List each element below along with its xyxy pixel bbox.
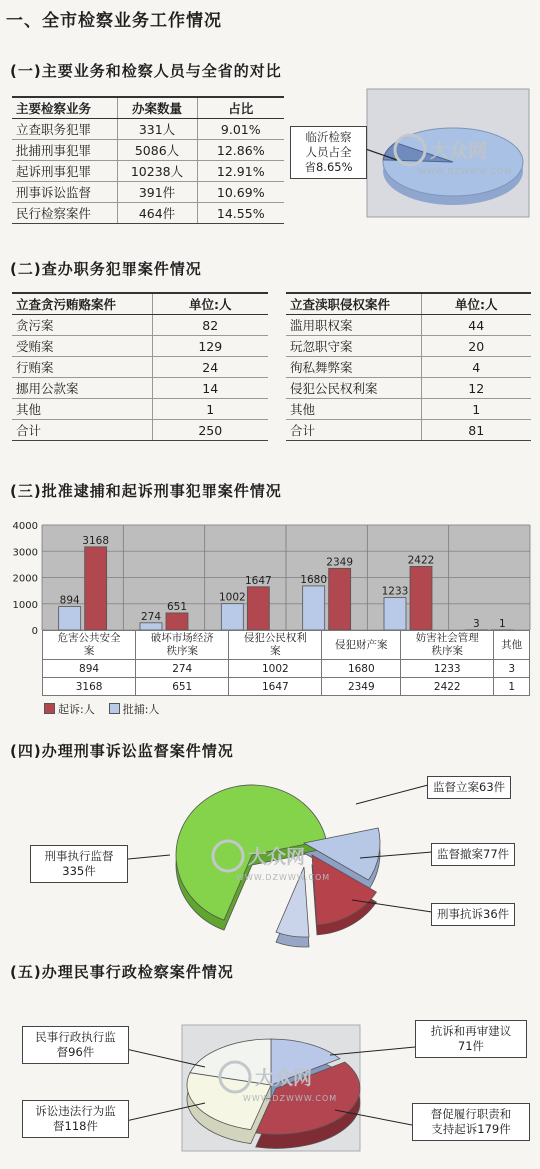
data-label: 1233 bbox=[381, 585, 409, 598]
embezzlement-table bbox=[12, 292, 268, 441]
category-label bbox=[136, 631, 229, 660]
table-cell: 250 bbox=[152, 420, 268, 441]
table-header-row bbox=[286, 293, 531, 315]
data-label: 1680 bbox=[300, 573, 328, 586]
category-label-line: 案 bbox=[83, 645, 95, 657]
data-label: 274 bbox=[140, 610, 162, 623]
bar-arrest bbox=[140, 623, 162, 630]
main-business-table bbox=[12, 96, 284, 224]
table-row bbox=[12, 182, 284, 203]
callout-litigation-violation bbox=[22, 1100, 129, 1138]
callout-text: 监督立案63件 bbox=[433, 780, 506, 794]
bar-arrest bbox=[384, 598, 406, 630]
series-value-cell: 1233 bbox=[401, 660, 494, 678]
category-row bbox=[43, 631, 530, 660]
table-cell: 侵犯公民权利案 bbox=[286, 378, 421, 399]
data-label: 3 bbox=[472, 617, 480, 630]
table-row bbox=[12, 420, 268, 441]
header-share: 占比 bbox=[197, 97, 284, 119]
watermark-url: WWW.DZWWW.COM bbox=[418, 167, 513, 176]
bar-prosecution bbox=[85, 547, 107, 630]
callout-text: 71件 bbox=[457, 1039, 485, 1053]
callout-text: 民事行政执行监 bbox=[35, 1030, 116, 1044]
section-title-4: (四)办理刑事诉讼监督案件情况 bbox=[10, 742, 234, 760]
table-cell: 44 bbox=[421, 315, 531, 336]
header-business: 主要检察业务 bbox=[12, 97, 117, 119]
table-cell: 14.55% bbox=[197, 203, 284, 224]
table-cell: 合计 bbox=[12, 420, 152, 441]
callout-line: 省8.65% bbox=[304, 160, 353, 174]
watermark-brand: 大众网 bbox=[255, 1067, 313, 1089]
series-value-cell: 3 bbox=[494, 660, 530, 678]
data-label: 1647 bbox=[244, 574, 272, 587]
table-cell: 徇私舞弊案 bbox=[286, 357, 421, 378]
y-tick-label: 0 bbox=[31, 626, 38, 637]
series-value-cell: 2422 bbox=[401, 678, 494, 696]
category-label-line: 其他 bbox=[501, 638, 523, 651]
malfeasance-table bbox=[286, 292, 531, 441]
category-label bbox=[494, 631, 530, 660]
bar-chart-data-table bbox=[42, 630, 530, 696]
table-cell: 批捕刑事犯罪 bbox=[12, 140, 117, 161]
callout-case-withdrawal bbox=[431, 843, 515, 866]
callout-execution-supervision-civil bbox=[22, 1026, 129, 1064]
section-title-3: (三)批准逮捕和起诉刑事犯罪案件情况 bbox=[10, 482, 282, 500]
table-row bbox=[286, 336, 531, 357]
table-cell: 其他 bbox=[286, 399, 421, 420]
table-cell: 其他 bbox=[12, 399, 152, 420]
table-row bbox=[286, 399, 531, 420]
category-label-line: 案 bbox=[270, 645, 281, 657]
staff-share-callout bbox=[290, 126, 367, 179]
callout-text: 诉讼违法行为监 bbox=[35, 1104, 116, 1118]
data-label: 1002 bbox=[218, 591, 246, 604]
category-label bbox=[401, 631, 494, 660]
table-row bbox=[12, 336, 268, 357]
callout-line: 临沂检察 bbox=[305, 130, 352, 144]
table-cell: 20 bbox=[421, 336, 531, 357]
callout-text: 支持起诉179件 bbox=[431, 1122, 511, 1136]
header-count: 办案数量 bbox=[117, 97, 197, 119]
section-title-5: (五)办理民事行政检察案件情况 bbox=[10, 963, 234, 981]
callout-text: 督96件 bbox=[56, 1045, 95, 1059]
table-cell: 民行检察案件 bbox=[12, 203, 117, 224]
callout-text: 抗诉和再审建议 bbox=[430, 1024, 512, 1038]
y-tick-label: 2000 bbox=[12, 573, 38, 585]
table-cell: 滥用职权案 bbox=[286, 315, 421, 336]
table-row bbox=[12, 399, 268, 420]
callout-protest-retrial bbox=[415, 1020, 527, 1058]
table-cell: 贪污案 bbox=[12, 315, 152, 336]
callout-criminal-protest bbox=[431, 903, 515, 926]
data-label: 894 bbox=[59, 594, 80, 607]
table-row bbox=[286, 378, 531, 399]
header-unit: 单位:人 bbox=[421, 293, 531, 315]
legend-swatch-arrest bbox=[109, 703, 120, 714]
table-cell: 4 bbox=[421, 357, 531, 378]
bar-prosecution bbox=[247, 587, 269, 630]
table-cell: 391件 bbox=[117, 182, 197, 203]
table-cell: 行贿案 bbox=[12, 357, 152, 378]
table-cell: 24 bbox=[152, 357, 268, 378]
category-label-line: 妨害社会管理 bbox=[415, 632, 479, 644]
table-cell: 合计 bbox=[286, 420, 421, 441]
bar-chart-legend bbox=[44, 701, 159, 717]
section-title-2: (二)查办职务犯罪案件情况 bbox=[10, 260, 202, 278]
table-cell: 玩忽职守案 bbox=[286, 336, 421, 357]
header-category: 立查贪污贿赂案件 bbox=[12, 293, 152, 315]
callout-text: 刑事抗诉36件 bbox=[437, 907, 510, 921]
category-label-line: 危害公共安全 bbox=[57, 632, 121, 644]
table-cell: 1 bbox=[152, 399, 268, 420]
category-label-line: 秩序案 bbox=[166, 645, 198, 657]
series-row bbox=[43, 660, 530, 678]
series-value-cell: 1002 bbox=[229, 660, 322, 678]
table-cell: 12.91% bbox=[197, 161, 284, 182]
watermark-url: WWW.DZWWW.COM bbox=[243, 1094, 338, 1103]
callout-leader bbox=[356, 785, 428, 804]
page-title: 一、全市检察业务工作情况 bbox=[6, 11, 222, 31]
series-value-cell: 274 bbox=[136, 660, 229, 678]
series-row bbox=[43, 678, 530, 696]
callout-text: 监督撤案77件 bbox=[437, 847, 510, 861]
bar-prosecution bbox=[410, 566, 432, 630]
table-row bbox=[286, 315, 531, 336]
callout-text: 督促履行职责和 bbox=[430, 1107, 512, 1121]
category-label-line: 侵犯公民权利 bbox=[243, 632, 307, 644]
callout-text: 督118件 bbox=[53, 1119, 98, 1133]
callout-execution-supervision bbox=[30, 845, 128, 883]
table-row bbox=[286, 357, 531, 378]
series-value-cell: 894 bbox=[43, 660, 136, 678]
callout-text: 335件 bbox=[62, 864, 96, 878]
bar-arrest bbox=[221, 604, 243, 630]
category-label-line: 秩序案 bbox=[431, 645, 463, 657]
table-cell: 331人 bbox=[117, 119, 197, 140]
y-tick-label: 4000 bbox=[12, 521, 38, 532]
data-label: 1 bbox=[498, 617, 506, 630]
header-unit: 单位:人 bbox=[152, 293, 268, 315]
watermark-url: WWW.DZWWW.COM bbox=[236, 873, 331, 882]
table-cell: 81 bbox=[421, 420, 531, 441]
series-value-cell: 651 bbox=[136, 678, 229, 696]
table-cell: 129 bbox=[152, 336, 268, 357]
series-value-cell: 3168 bbox=[43, 678, 136, 696]
bar-arrest bbox=[59, 607, 81, 630]
y-tick-label: 3000 bbox=[12, 547, 38, 559]
table-cell: 12 bbox=[421, 378, 531, 399]
callout-case-filing bbox=[427, 776, 511, 799]
table-cell: 起诉刑事犯罪 bbox=[12, 161, 117, 182]
table-cell: 82 bbox=[152, 315, 268, 336]
table-row bbox=[12, 378, 268, 399]
table-cell: 挪用公款案 bbox=[12, 378, 152, 399]
table-cell: 10238人 bbox=[117, 161, 197, 182]
data-label: 3168 bbox=[82, 534, 110, 547]
data-label: 651 bbox=[166, 600, 188, 613]
series-value-cell: 1647 bbox=[229, 678, 322, 696]
arrest-prosecution-bar-chart bbox=[0, 515, 540, 637]
table-row bbox=[12, 119, 284, 140]
category-label bbox=[229, 631, 322, 660]
legend-label-arrest: 批捕:人 bbox=[122, 703, 160, 716]
y-tick-label: 1000 bbox=[12, 599, 38, 611]
table-cell: 1 bbox=[421, 399, 531, 420]
table-row bbox=[12, 161, 284, 182]
table-cell: 受贿案 bbox=[12, 336, 152, 357]
table-cell: 9.01% bbox=[197, 119, 284, 140]
table-row bbox=[286, 420, 531, 441]
bar-prosecution bbox=[166, 613, 188, 630]
table-cell: 464件 bbox=[117, 203, 197, 224]
table-row bbox=[12, 203, 284, 224]
legend-label-prosecution: 起诉:人 bbox=[58, 703, 95, 716]
category-label bbox=[43, 631, 136, 660]
table-cell: 14 bbox=[152, 378, 268, 399]
data-label: 2349 bbox=[326, 556, 354, 569]
series-value-cell: 2349 bbox=[322, 678, 401, 696]
table-cell: 5086人 bbox=[117, 140, 197, 161]
bar-arrest bbox=[303, 586, 325, 630]
header-category: 立查渎职侵权案件 bbox=[286, 293, 421, 315]
table-header-row bbox=[12, 293, 268, 315]
category-label-line: 破坏市场经济 bbox=[150, 632, 214, 644]
callout-urge-duty bbox=[412, 1103, 530, 1141]
table-cell: 刑事诉讼监督 bbox=[12, 182, 117, 203]
section-title-1: (一)主要业务和检察人员与全省的对比 bbox=[10, 62, 282, 80]
category-label bbox=[322, 631, 401, 660]
data-label: 2422 bbox=[407, 554, 435, 567]
table-cell: 10.69% bbox=[197, 182, 284, 203]
bar-prosecution bbox=[329, 568, 351, 630]
callout-text: 刑事执行监督 bbox=[44, 849, 114, 863]
category-label-line: 侵犯财产案 bbox=[335, 638, 388, 651]
series-value-cell: 1 bbox=[494, 678, 530, 696]
table-cell: 12.86% bbox=[197, 140, 284, 161]
callout-line: 人员占全 bbox=[305, 145, 352, 159]
table-cell: 立查职务犯罪 bbox=[12, 119, 117, 140]
table-row bbox=[12, 140, 284, 161]
series-value-cell: 1680 bbox=[322, 660, 401, 678]
watermark-brand: 大众网 bbox=[430, 140, 488, 162]
table-header-row bbox=[12, 97, 284, 119]
table-row bbox=[12, 357, 268, 378]
table-row bbox=[12, 315, 268, 336]
legend-swatch-prosecution bbox=[44, 703, 55, 714]
watermark-brand: 大众网 bbox=[248, 846, 306, 868]
